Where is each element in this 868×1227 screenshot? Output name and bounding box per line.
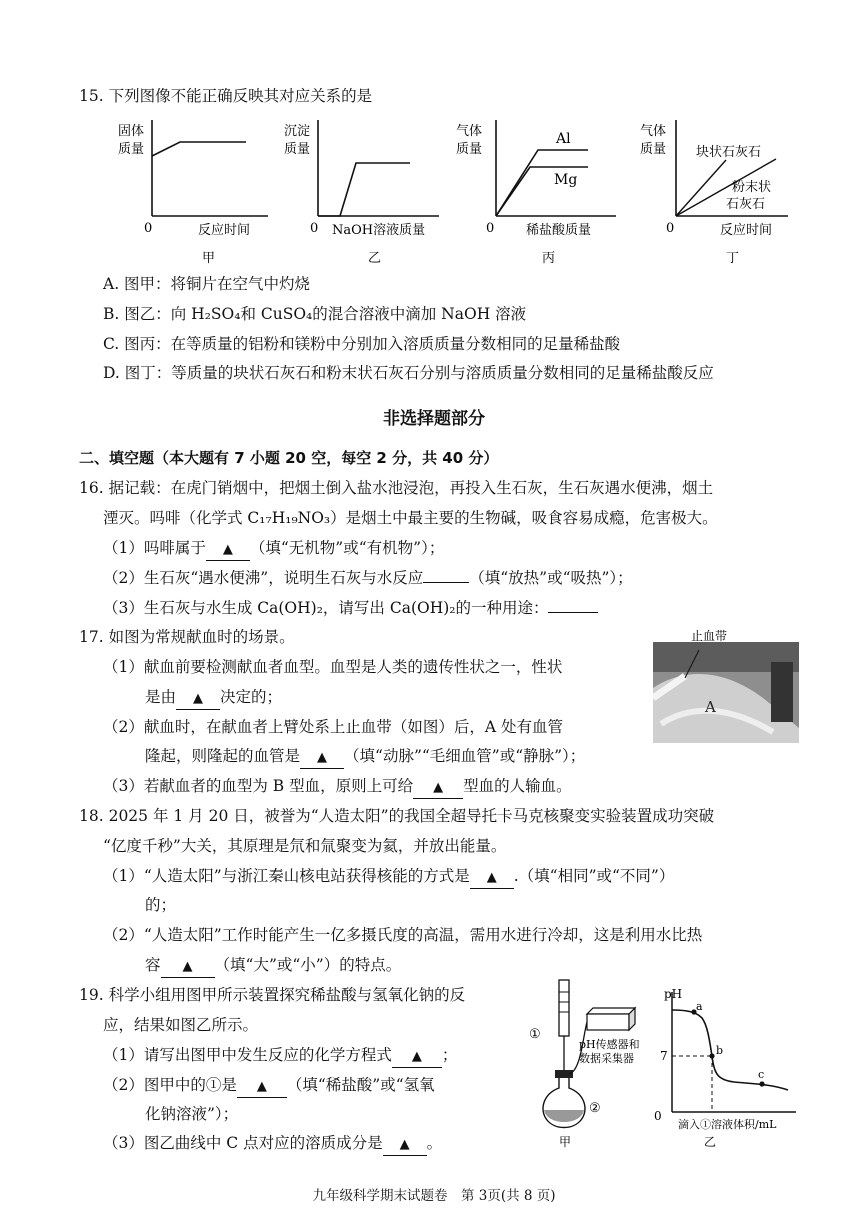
ph-point-b xyxy=(709,1053,714,1058)
graph-bing-series-al: Al xyxy=(556,131,571,147)
graph-yi xyxy=(284,112,454,272)
graph-jia-ylabel-1: 固体 xyxy=(118,124,145,139)
q17-sub-2b-post: （填“动脉”“毛细血管”或“静脉”）； xyxy=(344,747,586,765)
q19-sub-1-post: ； xyxy=(441,1046,458,1064)
q16-sub-3-pre: （3）生石灰与水生成 Ca(OH)₂，请写出 Ca(OH)₂的一种用途： xyxy=(103,599,549,617)
ph-label-b: b xyxy=(716,1044,724,1057)
q18-sub-1-pre: （1）“人造太阳”与浙江秦山核电站获得核能的方式是 xyxy=(103,867,470,885)
q17-sub-1a: （1）献血前要检测献血者血型。血型是人类的遗传性状之一，性状 xyxy=(103,658,563,676)
q16-sub-2-pre: （2）生石灰“遇水便沸”，说明生石灰与水反应 xyxy=(103,569,424,587)
graph-ding-origin: 0 xyxy=(666,221,675,236)
ph-origin: 0 xyxy=(654,1109,662,1123)
graph-jia-curve xyxy=(152,142,246,156)
blood-donation-photo xyxy=(653,628,799,743)
graph-bing-xlabel: 稀盐酸质量 xyxy=(526,223,592,238)
answer-blank[interactable]: ▲ xyxy=(176,689,220,710)
graph-ph xyxy=(644,984,804,1150)
ph-curve xyxy=(672,1010,788,1090)
graph-ding-caption: 丁 xyxy=(726,251,740,266)
answer-blank[interactable]: ▲ xyxy=(206,540,250,561)
q15-option-d: D. 图丁：等质量的块状石灰石和粉末状石灰石分别与溶质质量分数相同的足量稀盐酸反应 xyxy=(103,364,714,382)
q17-line-1: 17. 如图为常规献血时的场景。 xyxy=(79,628,295,646)
q15-stem: 15. 下列图像不能正确反映其对应关系的是 xyxy=(79,87,373,105)
graph-yi-origin: 0 xyxy=(310,221,319,236)
graph-yi-xlabel: NaOH溶液质量 xyxy=(332,223,426,238)
section-title: 非选择题部分 xyxy=(383,409,485,429)
ph-label-a: a xyxy=(696,1000,703,1013)
graph-yi-ylabel-1: 沉淀 xyxy=(284,124,311,139)
graph-bing-ylabel-2: 质量 xyxy=(456,142,483,157)
apparatus-mark-2: ② xyxy=(589,1101,601,1116)
q16-line-2: 湮灭。吗啡（化学式 C₁₇H₁₉NO₃）是烟土中最主要的生物碱，吸食容易成瘾，危害极大。 xyxy=(103,509,718,527)
graph-jia-origin: 0 xyxy=(144,221,153,236)
q18-sub-1-post: .（填“相同”或“不同”） xyxy=(513,867,675,885)
q17-sub-2a: （2）献血时，在献血者上臂处系上止血带（如图）后，A 处有血管 xyxy=(103,718,563,736)
graph-jia-caption: 甲 xyxy=(202,251,216,266)
part2-heading: 二、填空题（本大题有 7 小题 20 空，每空 2 分，共 40 分） xyxy=(79,449,499,467)
graph-ding-series-powder-b: 石灰石 xyxy=(726,197,766,212)
q15-option-c: C. 图丙：在等质量的铝粉和镁粉中分别加入溶质质量分数相同的足量稀盐酸 xyxy=(103,335,621,353)
answer-blank[interactable]: ▲ xyxy=(161,957,215,978)
q16-sub-2 xyxy=(103,568,633,588)
graph-bing-series-mg: Mg xyxy=(554,172,578,188)
ph-caption: 乙 xyxy=(704,1135,717,1149)
q18-sub-2b-post: （填“大”或“小”）的特点。 xyxy=(214,956,402,974)
graph-ding-ylabel-2: 质量 xyxy=(640,142,667,157)
graph-bing-origin: 0 xyxy=(486,221,495,236)
graph-ding-curve-powder xyxy=(676,160,726,216)
answer-blank[interactable] xyxy=(423,582,469,583)
ph-ylabel: pH xyxy=(664,987,683,1001)
photo-label-tourniquet: 止血带 xyxy=(691,629,728,643)
graph-jia xyxy=(108,112,278,272)
graph-yi-curve xyxy=(318,163,410,216)
graph-yi-ylabel-2: 质量 xyxy=(284,142,311,157)
q17-sub-1b xyxy=(145,687,282,710)
answer-blank[interactable]: ▲ xyxy=(237,1077,287,1098)
graph-bing xyxy=(456,112,631,272)
q18-line-1: 18. 2025 年 1 月 20 日，被誉为“人造太阳”的我国全超导托卡马克核聚变实验装置成功突破 xyxy=(79,807,715,825)
graph-ding-ylabel-1: 气体 xyxy=(640,124,667,139)
q16-sub-1-post: （填“无机物”或“有机物”）； xyxy=(249,539,445,557)
graph-ding-xlabel: 反应时间 xyxy=(720,223,773,238)
photo-mark-a: A xyxy=(705,698,716,716)
q19-line-1: 19. 科学小组用图甲所示装置探究稀盐酸与氢氧化钠的反 xyxy=(79,986,466,1004)
answer-blank[interactable]: ▲ xyxy=(392,1047,442,1068)
q19-sub-2 xyxy=(103,1075,435,1098)
q19-sub-3-post: 。 xyxy=(426,1134,443,1152)
graph-ding xyxy=(636,112,796,272)
apparatus-caption: 甲 xyxy=(559,1135,572,1148)
graph-jia-ylabel-2: 质量 xyxy=(118,142,145,157)
q16-sub-1-pre: （1）吗啡属于 xyxy=(103,539,206,557)
ph-xlabel: 滴入①溶液体积/mL xyxy=(678,1118,777,1131)
ph-label-c: c xyxy=(758,1068,765,1081)
q17-sub-2b xyxy=(145,746,585,769)
ph-tick-7: 7 xyxy=(660,1049,668,1063)
q19-sub-2-pre: （2）图甲中的①是 xyxy=(103,1076,237,1094)
q16-sub-1 xyxy=(103,538,444,561)
graph-bing-ylabel-1: 气体 xyxy=(456,124,483,139)
q18-sub-2a: （2）“人造太阳”工作时能产生一亿多摄氏度的高温，需用水进行冷却，这是利用水比热 xyxy=(103,926,703,944)
apparatus-sensor-2: 数据采集器 xyxy=(579,1052,634,1065)
graph-ding-series-powder-a: 粉末状 xyxy=(732,180,772,195)
apparatus-mark-1: ① xyxy=(529,1027,541,1042)
q19-line-2: 应，结果如图乙所示。 xyxy=(103,1016,259,1034)
ph-point-c xyxy=(759,1081,764,1086)
graph-ding-series-lump: 块状石灰石 xyxy=(696,145,762,160)
q19-sub-3 xyxy=(103,1133,442,1156)
q19-sub-1 xyxy=(103,1045,457,1068)
graph-bing-caption: 丙 xyxy=(542,251,556,266)
q18-sub-2b-pre: 容 xyxy=(145,956,161,974)
q18-sub-2b xyxy=(145,955,401,978)
q15-option-b: B. 图乙：向 H₂SO₄和 CuSO₄的混合溶液中滴加 NaOH 溶液 xyxy=(103,305,527,323)
q18-line-2: “亿度千秒”大关，其原理是氘和氚聚变为氦，并放出能量。 xyxy=(103,837,507,855)
apparatus-sensor-1: pH传感器和 xyxy=(579,1038,640,1051)
q17-sub-2b-pre: 隆起，则隆起的血管是 xyxy=(145,747,301,765)
q19-sub-2-post: （填“稀盐酸”或“氢氧 xyxy=(286,1076,435,1094)
answer-blank[interactable]: ▲ xyxy=(470,868,514,889)
q16-sub-2-post: （填“放热”或“吸热”）； xyxy=(469,569,633,587)
answer-blank[interactable]: ▲ xyxy=(300,748,344,769)
page-footer: 九年级科学期末试题卷 第 3页(共 8 页) xyxy=(312,1188,556,1204)
answer-blank[interactable] xyxy=(548,612,598,613)
q16-sub-3 xyxy=(103,598,598,618)
graph-yi-caption: 乙 xyxy=(368,251,382,266)
apparatus-jia xyxy=(525,976,645,1148)
q17-sub-1b-pre: 是由 xyxy=(145,688,177,706)
q19-sub-3-pre: （3）图乙曲线中 C 点对应的溶质成分是 xyxy=(103,1134,383,1152)
graph-jia-xlabel: 反应时间 xyxy=(198,223,251,238)
answer-blank[interactable]: ▲ xyxy=(383,1135,427,1156)
q19-sub-1-pre: （1）请写出图甲中发生反应的化学方程式 xyxy=(103,1046,392,1064)
q18-sub-1 xyxy=(103,866,674,889)
q16-line-1: 16. 据记载：在虎门销烟中，把烟土倒入盐水池浸泡，再投入生石灰，生石灰遇水便沸，烟土 xyxy=(79,479,714,497)
q17-sub-1b-post: 决定的； xyxy=(220,688,283,706)
q15-option-a: A. 图甲：将铜片在空气中灼烧 xyxy=(103,275,311,293)
q18-sub-1c: 的； xyxy=(145,896,177,914)
q17-sub-3 xyxy=(103,776,572,799)
q19-sub-2c: 化钠溶液”）； xyxy=(145,1105,239,1123)
answer-blank[interactable]: ▲ xyxy=(413,778,463,799)
q17-sub-3-post: 型血的人输血。 xyxy=(463,777,572,795)
q17-sub-3-pre: （3）若献血者的血型为 B 型血，原则上可给 xyxy=(103,777,414,795)
